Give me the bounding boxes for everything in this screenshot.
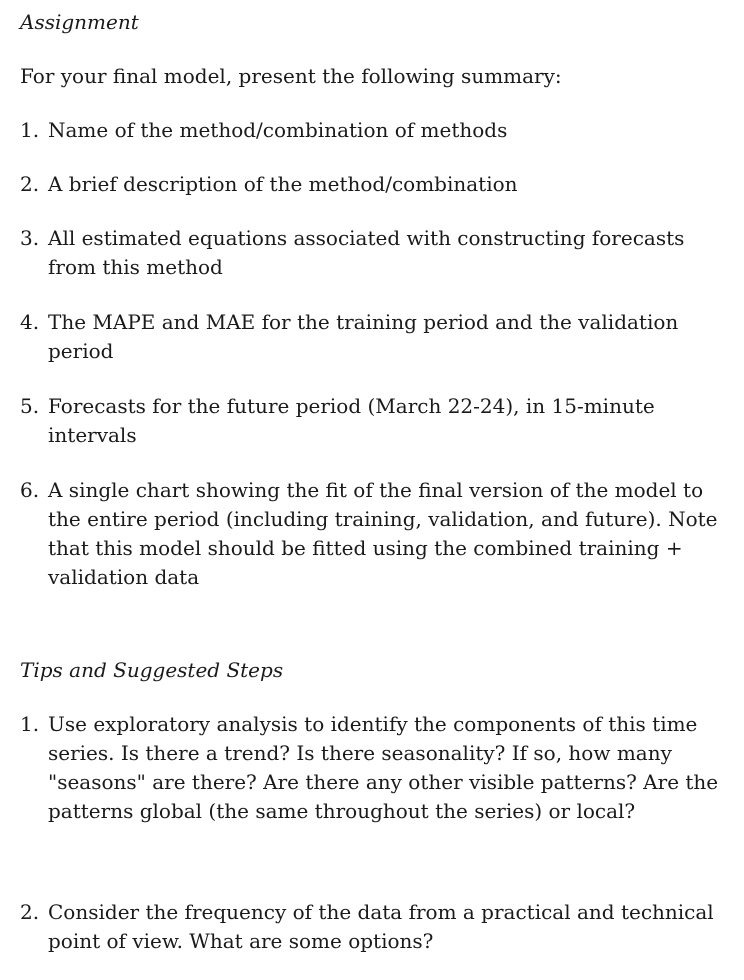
list-item-text: The MAPE and MAE for the training period and the validation period xyxy=(48,310,679,363)
assignment-item-4 xyxy=(20,308,738,366)
assignment-item-3 xyxy=(20,224,738,282)
list-number: 4. xyxy=(20,310,40,334)
assignment-intro: For your final model, present the following summary: xyxy=(20,64,562,88)
tips-item-1 xyxy=(20,710,738,826)
list-number: 6. xyxy=(20,478,40,502)
list-number: 1. xyxy=(20,118,40,142)
list-number: 5. xyxy=(20,394,40,418)
assignment-item-1 xyxy=(20,116,738,145)
list-number: 2. xyxy=(20,172,40,196)
tips-heading: Tips and Suggested Steps xyxy=(20,658,284,682)
list-item-text: Consider the frequency of the data from a practical and technical point of view. What are some options? xyxy=(48,900,714,953)
list-item-text: A brief description of the method/combination xyxy=(48,172,518,196)
list-item-text: A single chart showing the fit of the final version of the model to the entire period (including training, validation, and future). Note that this model should be fitted using the combined training + validation data xyxy=(48,478,718,589)
assignment-item-2 xyxy=(20,170,738,199)
list-item-text: All estimated equations associated with constructing forecasts from this method xyxy=(48,226,685,279)
list-item-text: Name of the method/combination of methods xyxy=(48,118,508,142)
list-number: 1. xyxy=(20,712,40,736)
list-number: 3. xyxy=(20,226,40,250)
list-item-text: Use exploratory analysis to identify the components of this time series. Is there a trend? Is there seasonality? If so, how many "seasons" are there? Are there any other visible patterns? Are the patterns global (the same throughout the series) or local? xyxy=(48,712,719,823)
list-number: 2. xyxy=(20,900,40,924)
assignment-item-6 xyxy=(20,476,738,592)
tips-item-2 xyxy=(20,898,738,956)
assignment-item-5 xyxy=(20,392,738,450)
assignment-heading: Assignment xyxy=(20,10,139,34)
list-item-text: Forecasts for the future period (March 22-24), in 15-minute intervals xyxy=(48,394,655,447)
